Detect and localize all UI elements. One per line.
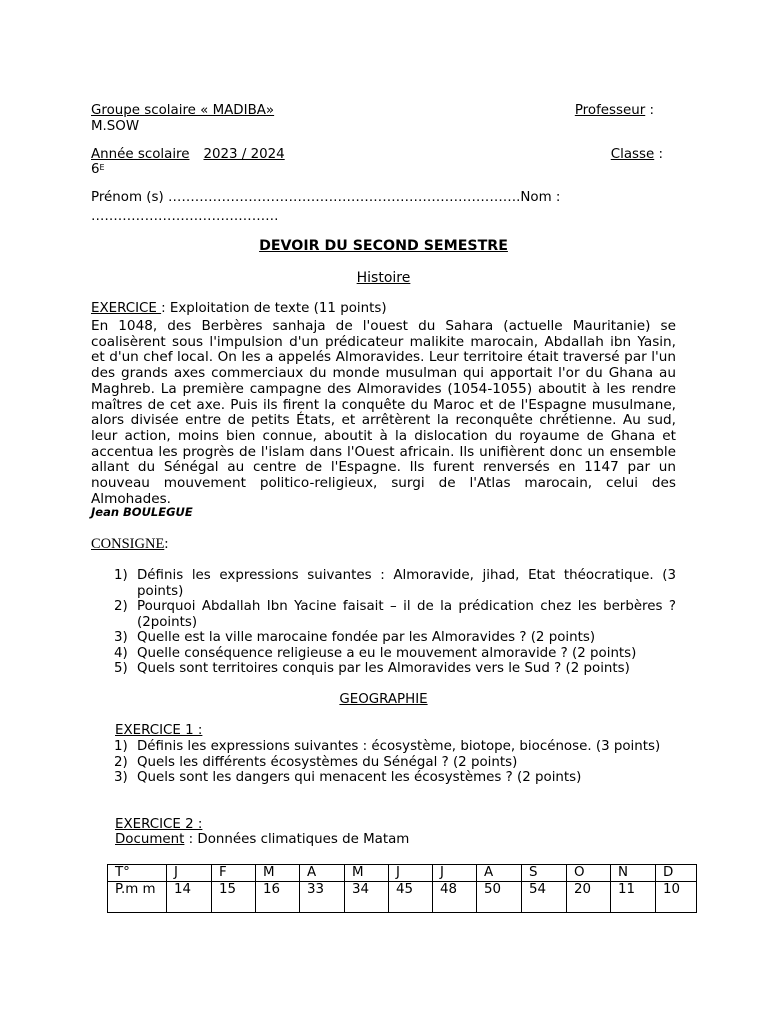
class-number: 6 — [91, 162, 100, 177]
class-suffix: E — [99, 163, 105, 172]
question-text: Quels sont les dangers qui menacent les écosystèmes ? (2 points) — [137, 770, 582, 785]
table-cell: 45 — [389, 881, 433, 912]
table-cell: S — [522, 865, 567, 882]
question-number: 3) — [114, 630, 128, 645]
text-author: Jean BOULEGUE — [91, 505, 193, 519]
consigne-label: CONSIGNE — [91, 536, 165, 552]
list-item — [114, 646, 676, 662]
question-number: 4) — [114, 645, 128, 661]
exam-title: DEVOIR DU SECOND SEMESTRE — [259, 238, 508, 254]
school-year-value: 2023 / 2024 — [203, 147, 285, 162]
question-text: Quelle conséquence religieuse a eu le mouvement almoravide ? (2 points) — [137, 645, 637, 661]
question-text: Quels sont territoires conquis par les Almoravides vers le Sud ? (2 points) — [137, 661, 630, 676]
question-number: 5) — [114, 661, 128, 676]
document-label: Document — [115, 832, 185, 847]
geo-exercise-1-label: EXERCICE 1 : — [115, 723, 203, 738]
section-geographie-heading: GEOGRAPHIE — [339, 692, 428, 707]
table-cell: 48 — [433, 881, 477, 912]
table-cell: 50 — [477, 881, 522, 912]
question-number: 1) — [114, 739, 128, 754]
teacher-label: Professeur — [574, 103, 646, 118]
question-text: Quelle est la ville marocaine fondée par les Almoravides ? (2 points) — [137, 630, 596, 645]
table-cell: T° — [108, 865, 167, 882]
question-text: Définis les expressions suivantes : Almoravide, jihad, Etat théocratique. (3 points) — [137, 568, 676, 599]
table-cell: 10 — [656, 881, 697, 912]
teacher-name: M.SOW — [91, 119, 140, 134]
question-number: 2) — [114, 599, 128, 614]
list-item — [114, 630, 676, 646]
table-cell: J — [433, 865, 477, 882]
consigne-colon: : — [164, 536, 169, 552]
class-label-group — [611, 147, 663, 163]
table-cell: 11 — [611, 881, 656, 912]
question-text: Quels les différents écosystèmes du Sénégal ? (2 points) — [137, 754, 518, 770]
class-sep: : — [654, 147, 663, 162]
table-cell: D — [656, 865, 697, 882]
list-item — [114, 770, 676, 786]
exercise-description: : Exploitation de texte (11 points) — [161, 301, 387, 316]
document-title: : Données climatiques de Matam — [184, 832, 410, 847]
table-cell: 20 — [567, 881, 611, 912]
section-histoire-heading: Histoire — [356, 270, 411, 286]
list-item — [114, 599, 676, 630]
header-row-school — [91, 103, 676, 119]
list-item — [114, 739, 676, 755]
geo-exercise-1-questions — [114, 739, 676, 786]
table-row — [108, 881, 697, 912]
table-cell: J — [167, 865, 212, 882]
consigne-heading — [91, 535, 168, 553]
question-number: 3) — [114, 770, 128, 785]
geo-exercise-2-label: EXERCICE 2 : — [115, 817, 203, 832]
histoire-text: En 1048, des Berbères sanhaja de l'ouest du Sahara (actuelle Mauritanie) se coalisèrent sous l'impulsion d'un prédicateur malikite marocain, Abdallah ibn Yasin, et d'un chef local. On les a appelés Almoravides. Leur territoire était traversé par l'un des grands axes commerciaux du monde musulman qui apportait l'or du Ghana au Maghreb. La première campagne des Almoravides (1054-1055) aboutit à les rendre maîtres de cet axe. Puis ils firent la conquête du Maroc et de l'Espagne musulmane, alors divisée entre de petits États, et arrêtèrent la reconquête chrétienne. Au sud, leur action, moins bien connue, aboutit à la dislocation du royaume de Ghana et accentua les progrès de l'islam dans l'Ouest africain. Ils unifièrent donc un ensemble allant du Sénégal au centre de l'Espagne. Ils furent renversés en 1147 par un nouveau mouvement politico-religieux, surgi de l'Atlas marocain, celui des Almohades. — [91, 318, 676, 507]
document-caption — [115, 832, 409, 848]
table-cell: 33 — [300, 881, 345, 912]
list-item — [114, 568, 676, 599]
student-name-line-cont: …………………………………… — [91, 209, 279, 224]
table-cell: M — [345, 865, 389, 882]
class-value — [91, 162, 105, 178]
table-cell: J — [389, 865, 433, 882]
question-number: 1) — [114, 568, 128, 583]
question-number: 2) — [114, 754, 128, 770]
table-cell: 54 — [522, 881, 567, 912]
exercise-label: EXERCICE — [91, 301, 162, 316]
header-row-year — [91, 147, 676, 163]
table-row — [108, 865, 697, 882]
table-cell: M — [256, 865, 300, 882]
school-name: Groupe scolaire « MADIBA» — [91, 103, 275, 118]
table-cell: 15 — [212, 881, 256, 912]
school-year-label: Année scolaire — [91, 147, 190, 162]
histoire-questions — [114, 568, 676, 677]
school-year-group — [91, 147, 285, 163]
histoire-exercise-title — [91, 301, 387, 317]
table-cell: 34 — [345, 881, 389, 912]
list-item — [114, 661, 676, 677]
table-cell: O — [567, 865, 611, 882]
table-cell: A — [300, 865, 345, 882]
question-text: Définis les expressions suivantes : écosystème, biotope, biocénose. (3 points) — [137, 739, 661, 754]
climate-table — [107, 864, 697, 913]
question-text: Pourquoi Abdallah Ibn Yacine faisait – il de la prédication chez les berbères ? (2points) — [137, 599, 676, 630]
teacher-sep: : — [645, 103, 654, 118]
student-name-line: Prénom (s) …………………………………………………………………….Nom : — [91, 190, 561, 205]
table-cell: F — [212, 865, 256, 882]
table-cell: P.m m — [108, 881, 167, 912]
table-cell: 16 — [256, 881, 300, 912]
table-cell: N — [611, 865, 656, 882]
list-item — [114, 755, 676, 771]
table-cell: 14 — [167, 881, 212, 912]
table-cell: A — [477, 865, 522, 882]
class-label: Classe — [610, 147, 655, 162]
teacher-label-group — [575, 103, 654, 119]
